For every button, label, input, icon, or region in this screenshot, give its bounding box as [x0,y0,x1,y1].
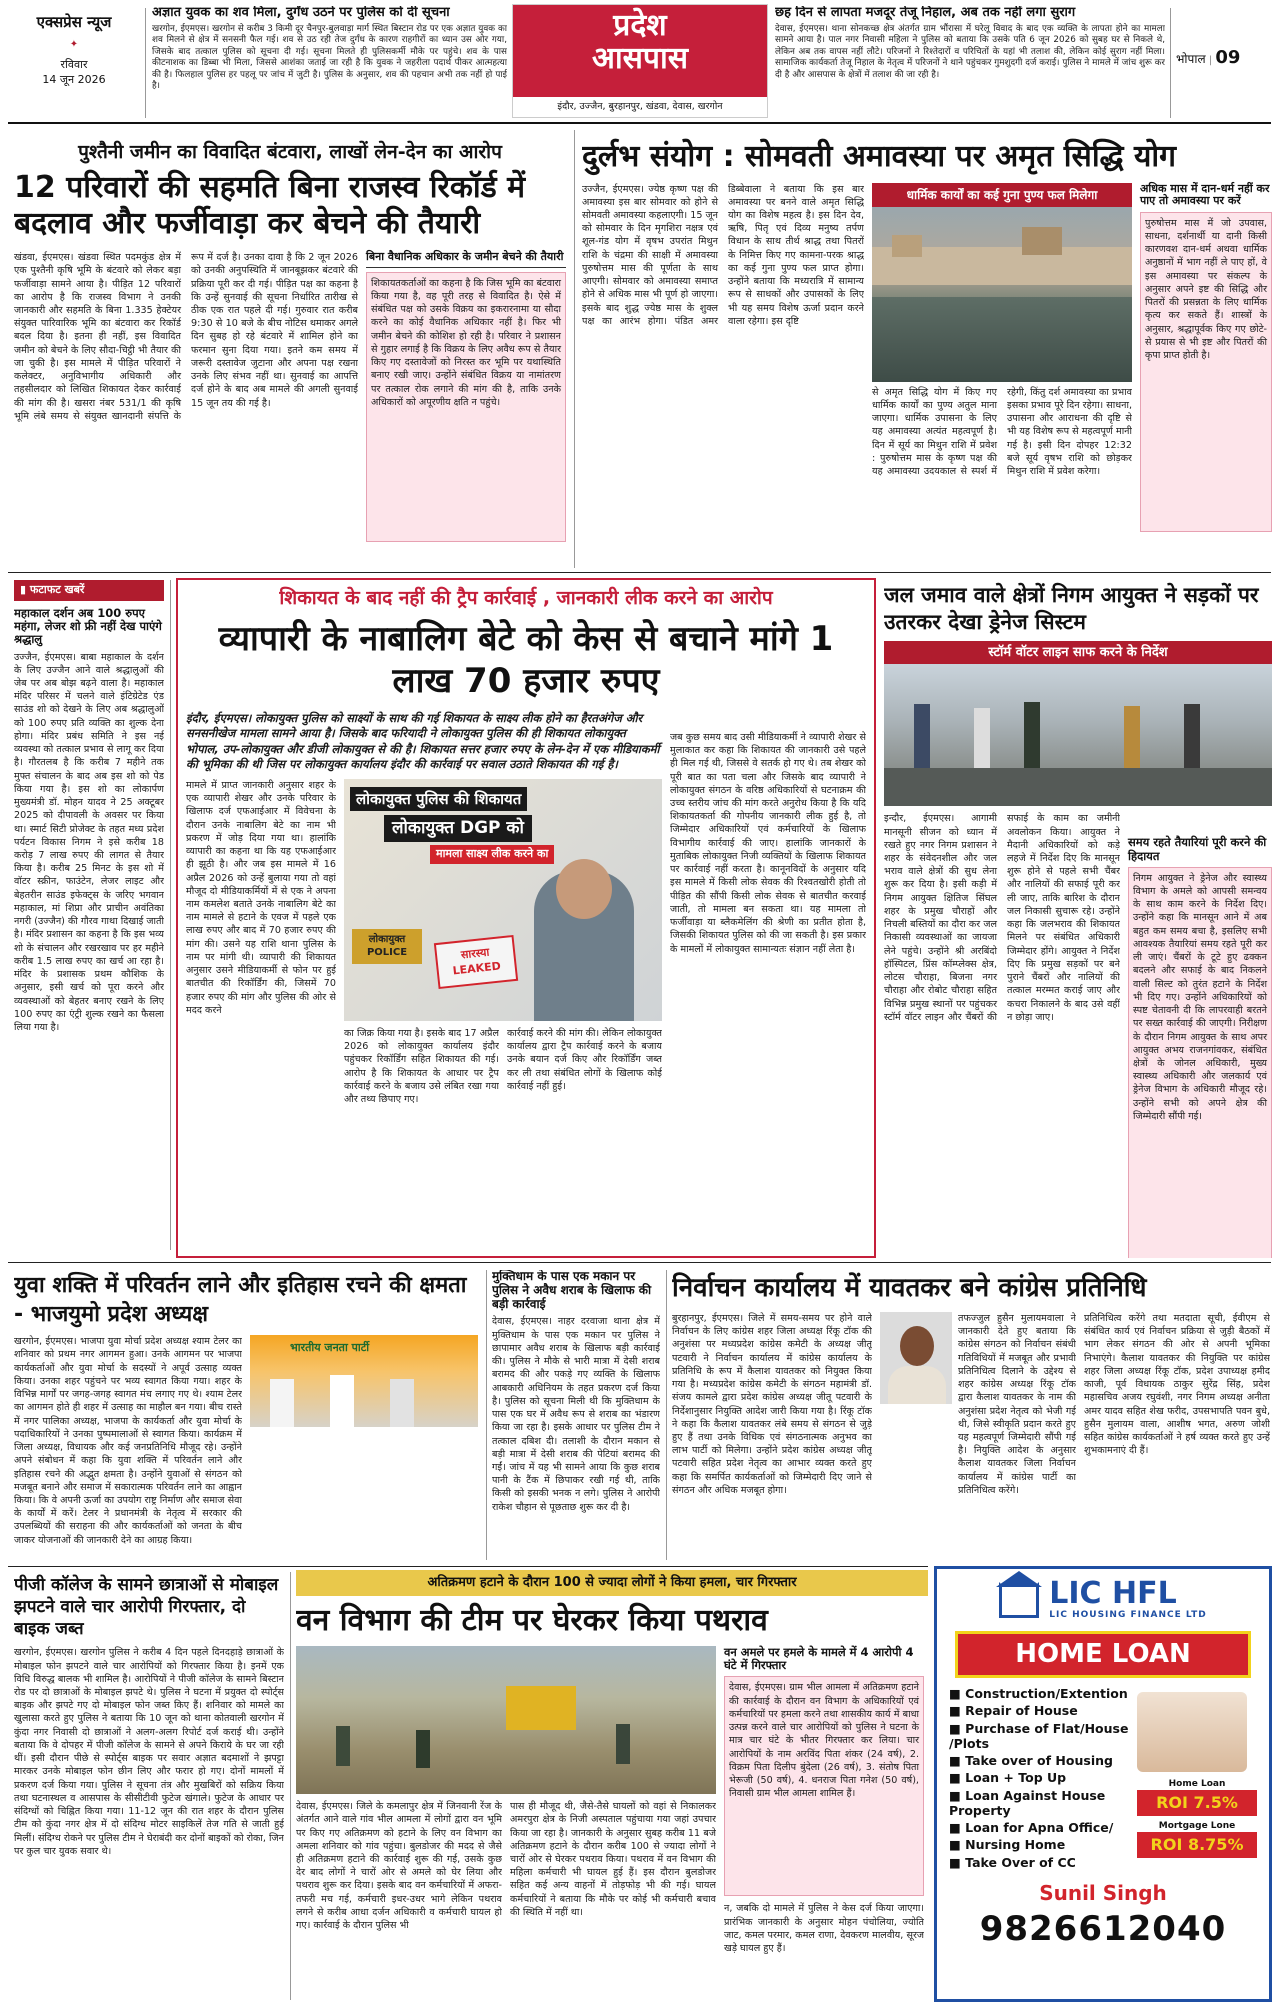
top-left-headline: अज्ञात युवक का शव मिला, दुर्गंध उठने पर पुलिस को दी सूचना [152,6,450,20]
graphic-badge: लोकायुक्त POLICE [352,929,422,964]
drainage-subhead: स्टॉर्म वॉटर लाइन साफ करने के निर्देश [884,641,1272,665]
graphic-line2: लोकायुक्त DGP को [384,815,532,842]
amavasya-sidebox [1140,183,1272,564]
chain-headline: पीजी कॉलेज के सामने छात्राओं से मोबाइल झपटने वाले चार आरोपी गिरफ्तार, दो बाइक जब्त [14,1575,279,1640]
fatafat [14,580,164,1260]
story-congress [672,1270,1272,1562]
amavasya-headline: दुर्लभ संयोग : सोमवती अमावस्या पर अमृत सिद्धि योग [582,139,1177,174]
forest-headline: वन विभाग की टीम पर घेरकर किया पथराव [296,1602,768,1638]
bjym-banner: भारतीय जनता पार्टी [290,1341,370,1355]
rate2-label: Mortgage Lone [1158,1820,1236,1831]
graphic-leaked: सारस्या LEAKED [434,935,518,989]
drainage-sidebox [1128,812,1272,1258]
ad-item: ■ Loan + Top Up [949,1770,1067,1786]
land-body: खंडवा, ईएमएस। खंडवा स्थित पदमकुंड क्षेत्र में एक पुश्तैनी कृषि भूमि के बंटवारे को लेकर बड़ा फर्जीवाड़ा सामने आया है। पीड़ित 12 परिवारों का आरोप है कि राजस्व विभाग ने उनकी जानकारी और सहमति के बिना 1.335 हेक्टेयर संयुक्त पारिवारिक भूमि का बंटवारा कर रिकॉर्ड बदल दिया है। इतना ही नहीं, इस विवादित जमीन को बेचने के लिए सौदा-चिट्ठी भी तैयार की जा चुकी है। इस मामले में पीड़ित परिवारों ने कलेक्टर, अनुविभागीय अधिकारी और तहसीलदार को लिखित शिकायत देकर कार्रवाई की मांग की है। खसरा नंबर 531/1 की कृषि भूमि लंबे समय से संयुक्त खानदानी संपत्ति के रूप में दर्ज है। उनका दावा है कि 2 जून 2026 को उनकी अनुपस्थिति में जानबूझकर बंटवारे की प्रक्रिया पूरी कर दी गई। पीड़ित पक्ष का कहना है कि उन्हें सुनवाई की सूचना निर्धारित तारीख से ठीक एक रात पहले दी गई। गुरुवार रात करीब 9:30 से 10 बजे के बीच नोटिस थमाकर अगले दिन सुबह हो रहे बंटवारे में शामिल होने का फरमान सुना दिया गया। इतने कम समय में जरूरी दस्तावेज जुटाना और अपना पक्ष रखना उनके लिए संभव नहीं था। सुनवाई का आपत्ति दर्ज होने के बाद अब मामले की अगली सुनवाई 15 जून तय की गई है। [14,252,358,422]
lokayukta-headline: व्यापारी के नाबालिग बेटे को केस से बचाने मांगे 1 लाख 70 हजार रुपए [218,618,834,702]
date: 14 जून 2026 [42,72,106,86]
masthead-right: भोपाल | 09 [1176,47,1241,68]
land-sidebox-title: बिना वैधानिक अधिकार के जमीन बेचने की तैयारी [366,251,566,268]
ad-list [937,1686,1137,1872]
yavatkar-photo [880,1312,952,1404]
section-line1: प्रदेश [613,8,667,43]
lic-house-icon [999,1582,1039,1618]
story-land [14,128,566,568]
ad-item: ■ Construction/Extention [949,1686,1128,1702]
story-forest [296,1570,928,2002]
rate1: ROI 7.5% [1137,1790,1257,1816]
congress-body-left: बुरहानपुर, ईएमएस। जिले में समय-समय पर होने वाले निर्वाचन के लिए कांग्रेस शहर जिला अध्यक्ष रिंकू टॉक की अनुशंसा पर मध्यप्रदेश कांग्रेस कमेटी के अध्यक्ष जीतू पटवारी ने निर्वाचन कार्यालय में कांग्रेस कार्यालय के प्रतिनिधि के रूप में कैलाश यावतकर को नियुक्त किया गया है। मध्यप्रदेश कांग्रेस कमेटी के संगठन महामंत्री डॉ. संजय कामले द्वारा प्रदेश कांग्रेस अध्यक्ष जीतू पटवारी के निर्देशानुसार नियुक्ति आदेश जारी किया गया है। रिंकू टॉक ने कहा कि कैलाश यावतकर लंबे समय से संगठन से जुड़े हुए हैं तथा उनके विधिक एवं संगठनात्मक अनुभव का लाभ पार्टी को मिलेगा। उन्होंने प्रदेश कांग्रेस अध्यक्ष जीतू पटवारी सहित प्रदेश नेतृत्व का आभार व्यक्त करते हुए कहा कि समर्पित कार्यकर्ताओं को जिम्मेदारी दिए जाने से संगठन और अधिक मजबूत होगा। [672,1312,872,1496]
top-right-headline: छह दिन से लापता मजदूर तेजू निहाल, अब तक नहीं लगा सुराग [775,6,1076,20]
land-sidebox-body: शिकायतकर्ताओं का कहना है कि जिस भूमि का बंटवारा किया गया है, वह पूरी तरह से विवादित है। ऐसे में संबंधित पक्ष को उसके विक्रय का इकरारनामा या सौदा करने का कोई वैधानिक अधिकार नहीं है। फिर भी जमीन बेचने की कोशिश हो रही है। परिवार ने प्रशासन से गुहार लगाई है कि विक्रय के लिए अवैध रूप से तैयार किए गए दस्तावेजों को निरस्त कर भूमि पर यथास्थिति बनाए रखी जाए। उन्होंने संबंधित विक्रय या नामांतरण पर तत्काल रोक लगाने की मांग की है, ताकि उनके अधिकारों को अपूरणीय क्षति न पहुंचे। [366,272,566,542]
forest-body-mid: पास ही मौजूद थी, जैसे-तैसे घायलों को वहां से निकालकर अमरपुरा क्षेत्र के निजी अस्पताल पहुंचाया गया जहां उपचार किया जा रहा है। जानकारी के अनुसार सुबह करीब 11 बजे अतिक्रमण हटाने के दौरान करीब 100 से ज्यादा लोगों ने चारों ओर से घेरकर पथराव किया। पथराव में वन विभाग की महिला कर्मचारी भी घायल हुई हैं। इस दौरान बुलडोजर सहित कई अन्य वाहनों में तोड़फोड़ भी की गई। घायल कर्मचारियों ने बताया कि मौके पर कोई भी कर्मचारी बचाव की स्थिति में नहीं था। [510,1801,716,1918]
amavasya-sidebox-title: अधिक मास में दान-धर्म नहीं कर पाए तो अमावस्या पर करें [1140,181,1270,208]
liquor-body: देवास, ईएमएस। नाहर दरवाजा थाना क्षेत्र में मुक्तिधाम के पास एक मकान पर पुलिस ने छापामार अवैध शराब के खिलाफ बड़ी कार्रवाई की। पुलिस ने मौके से भारी मात्रा में देसी शराब बरामद की और पकड़े गए व्यक्ति के खिलाफ आबकारी अधिनियम के तहत प्रकरण दर्ज किया है। पुलिस को सूचना मिली थी कि मुक्तिधाम के पास एक घर में अवैध रूप से शराब का भंडारण किया जा रहा है। इसके आधार पर पुलिस टीम ने तत्काल दबिश दी। तलाशी के दौरान मकान से बड़ी मात्रा में देसी शराब की पेटियां बरामद की गईं। जांच में यह भी सामने आया कि कुछ शराब पानी के टैंक में छिपाकर रखी गई थी, ताकि किसी को इसकी भनक न लगे। पुलिस ने आरोपी राकेश चौहान से पूछताछ शुरू कर दी है। [492,1316,660,1513]
chain-body: खरगोन, ईएमएस। खरगोन पुलिस ने करीब 4 दिन पहले दिनदहाड़े छात्राओं के मोबाइल फोन झपटने वाले चार आरोपियों को गिरफ्तार किया है। इनमें एक विधि विरुद्ध बालक भी शामिल है। आरोपियों ने पीजी कॉलेज के सामने बिस्टान रोड पर दो छात्राओं के मोबाइल झपटे थे। पुलिस ने घटना में प्रयुक्त दो स्पोर्ट्स बाइक और झपटे गए दो मोबाइल फोन जब्त किए हैं। शनिवार को मामले का खुलासा करते हुए पुलिस ने बताया कि 10 जून को थाना कोतवाली खरगोन में कुंदा नगर निवासी दो छात्राओं ने अलग-अलग रिपोर्ट दर्ज कराई थी। उन्होंने बताया कि वे दोपहर में पीजी कॉलेज के सामने से अपने किराये के घर जा रही थीं। इसी दौरान पीछे से स्पोर्ट्स बाइक पर सवार अज्ञात बदमाशों ने झपट्टा मारकर उनके मोबाइल फोन छीन लिए और फरार हो गए। दोनों मामलों में प्रकरण दर्ज किया गया। पुलिस ने सूचना तंत्र और मुखबिरों को सक्रिय किया तथा घटनास्थल व आसपास के सीसीटीवी फुटेज खंगाले। फुटेज के आधार पर संदिग्धों को चिह्नित किया गया। 11-12 जून की रात शहर के दौरान पुलिस टीम को कुंदा नगर क्षेत्र में दो संदिग्ध मोटर साइकिलें तेज गति से जाती हुई मिलीं। संदिग्ध रोकने पर पुलिस टीम ने घेराबंदी कर दोनों बाइकों को रोका, जिन पर कुल चार युवक सवार थे। [14,1647,284,1857]
congress-body-right: प्रतिनिधित्व करेंगे तथा मतदाता सूची, ईवीएम से संबंधित कार्य एवं निर्वाचन प्रक्रिया से जुड़ी बैठकों में भाग लेकर संगठन की ओर से अपनी भूमिका निभाएंगे। कैलाश यावतकर की नियुक्ति पर कांग्रेस शहर जिला अध्यक्ष रिंकू टॉक, प्रदेश उपाध्यक्ष हमीद काजी, पूर्व विधायक ठाकुर सुरेंद्र सिंह, प्रदेश महासचिव अजय रघुवंशी, नगर निगम अध्यक्ष अनीता अमर यादव सहित शेख फरीद, उपसभापति पवन बुधे, हुसैन मुलायम वाला, आशीष भगत, अरुण जोशी सहित कांग्रेस कार्यकर्ताओं ने हर्ष व्यक्त करते हुए उन्हें शुभकामनाएं दी हैं। [1084,1312,1270,1457]
top-left-body: खरगोन, ईएमएस। खरगोन से करीब 3 किमी दूर चैनपुर-बुलवाड़ा मार्ग स्थित बिस्टान रोड पर एक अज्ञात युवक का शव मिलने से क्षेत्र में सनसनी फैल गई। शव से उठ रही तेज दुर्गंध के कारण राहगीरों का ध्यान उस ओर गया, जिसके बाद तत्काल पुलिस को सूचना दी गई। सूचना मिलते ही पुलिसकर्मी मौके पर पहुंचे। शव के पास कीटनाशक का डिब्बा भी मिला, जिससे आशंका जताई जा रही है कि युवक ने जहरीला पदार्थ पीकर आत्महत्या की है। फिलहाल पुलिस हर पहलू पर जांच में जुटी है। पुलिस के अनुसार, शव की पहचान अभी तक नहीं हो पाई है। [152,23,507,92]
lokayukta-body-mid: का जिक्र किया गया है। इसके बाद 17 अप्रैल 2026 को लोकायुक्त कार्यालय इंदौर पहुंचकर रिकॉर्डिंग सहित शिकायत की गई। आरोप है कि शिकायत के आधार पर ट्रैप कार्रवाई करने के बजाय उसे लंबित रखा गया और तथ्य छिपाए गए। [344,1027,499,1106]
amavasya-body-left: उज्जैन, ईएमएस। ज्येष्ठ कृष्ण पक्ष की अमावस्या इस बार सोमवार को होने से सोमवती अमावस्या कहलाएगी। 15 जून को सोमवार के दिन मृगशिरा नक्षत्र एवं शूल-गंड योग में वृषभ उपरांत मिथुन राशि के चंद्रमा की साक्षी में अमावस्या पुरुषोत्तम मास की पूर्णता के साथ आएगी। सोमवार को अमावस्या समाप्त होने से अधिक मास भी पूर्ण हो जाएगा। इसके बाद शुद्ध ज्येष्ठ मास के शुक्ल पक्ष का आरंभ होगा। पंडित अमर डिब्बेवाला ने बताया कि इस बार अमावस्या पर बनने वाले अमृत सिद्धि योग का विशेष महत्व है। इस दिन देव, ऋषि, पितृ एवं दिव्य मनुष्य तर्पण विधान के साथ तीर्थ श्राद्ध तथा पितरों के निमित्त किए गए कामना-परक श्राद्ध का कई गुना पुण्य फल प्राप्त होगा। उन्होंने बताया कि मध्यरात्रि में सामान्य रूप से साधकों और उपासकों के लिए भी यह समय विशेष ऊर्जा प्रदान करने वाला रहेगा। इस दृष्टि [582,183,864,327]
lokayukta-graphic [344,779,662,1021]
forest-kicker: अतिक्रमण हटाने के दौरान 100 से ज्यादा लोगों ने किया हमला, चार गिरफ्तार [296,1570,928,1596]
story-liquor [492,1270,660,1562]
amavasya-sidebox-body: पुरुषोत्तम मास में जो उपवास, साधना, दर्शनार्थी या दानी किसी कारणवश दान-धर्म अथवा धार्मिक अनुष्ठानों में भाग नहीं ले पाए हों, वे इस अमावस्या पर संकल्प के अनुसार अपने इष्ट की सिद्धि और पितरों की प्रसन्नता के लिए धार्मिक कृत्य कर सकते हैं। शास्त्रों के अनुसार, श्रद्धापूर्वक किए गए छोटे-से प्रयास से भी इष्ट और पितरों की कृपा प्राप्त होती है। [1140,212,1272,532]
lokayukta-body-right: जब कुछ समय बाद उसी मीडियाकर्मी ने व्यापारी शेखर से मुलाकात कर कहा कि शिकायत की जानकारी उसे पहले ही मिल गई थी, जिससे वे सतर्क हो गए थे। तब शेखर को पूरी बात का पता चला और जिसके बाद व्यापारी ने लोकायुक्त संगठन के वरिष्ठ अधिकारियों से घटनाक्रम की उच्च स्तरीय जांच की मांग करते अनुरोध किया है कि यदि शिकायतकर्ता की गोपनीय जानकारी लीक हुई है, तो जिम्मेदार अधिकारियों एवं कर्मचारियों के खिलाफ विभागीय कार्रवाई की जाए। हालांकि जानकारों के मुताबिक लोकायुक्त निजी व्यक्तियों के खिलाफ शिकायत पर कार्रवाई नहीं करता है। कानूनविदों के अनुसार यदि इस मामले में किसी लोक सेवक की रिश्वतखोरी होती तो पीड़ित की सौंपी किसी लोक सेवक से बातचीत करवाई जाती, तो मामला बन सकता था। यह मामला तो फर्जीवाड़ा या ब्लैकमेलिंग की श्रेणी का प्रतीत होता है, जिसकी शिकायत पुलिस को की जा सकती है। इस प्रकार के मामलों में लोकायुक्त सामान्यतः संज्ञान नहीं लेता है। [670,731,866,955]
bjym-body: खरगोन, ईएमएस। भाजपा युवा मोर्चा प्रदेश अध्यक्ष श्याम टेलर का शनिवार को प्रथम नगर आगमन हुआ। उनके आगमन पर भाजपा कार्यकर्ताओं और युवा मोर्चा के सदस्यों ने अपूर्व उत्साह व्यक्त किया। उनका शहर पहुंचने पर भव्य स्वागत किया गया। शहर के विभिन्न मार्गों पर जगह-जगह स्वागत मंच लगाए गए थे। श्याम टेलर का आगमन होते ही शहर में उत्साह का माहौल बन गया। बीच रास्ते में नगर पालिका अध्यक्ष, भाजपा के कार्यकर्ता और युवा मोर्चा के पदाधिकारियों ने उनका पुष्पमालाओं से स्वागत किया। कार्यक्रम में जिला अध्यक्ष, विधायक और कई जनप्रतिनिधि मौजूद रहे। उन्होंने अपने संबोधन में कहा कि युवा शक्ति में परिवर्तन लाने और इतिहास रचने की अद्भुत क्षमता है। उन्होंने युवाओं से संगठन को मजबूत बनाने और समाज में सकारात्मक परिवर्तन लाने का आह्वान किया। कि वे अपनी ऊर्जा का उपयोग राष्ट्र निर्माण और समाज सेवा के कार्यों में करें। टेलर ने प्रधानमंत्री के नेतृत्व में सरकार की उपलब्धियों की सराहना की और कार्यकर्ताओं को जनता के बीच जाकर योजनाओं की जानकारी देने का आग्रह किया। [14,1336,242,1546]
drainage-photo [884,664,1272,806]
ghat-photo [872,207,1132,382]
ad-item: ■ Nursing Home [949,1837,1066,1853]
ad-item: ■ Loan Against House Property [949,1787,1106,1818]
fatafat-headline: महाकाल दर्शन अब 100 रुपए महंगा, लेजर शो फ्री नहीं देख पाएंगे श्रद्धालु [14,605,162,647]
officer-head [556,859,612,919]
lokayukta-body-mid2: कार्रवाई करने की मांग की। लेकिन लोकायुक्त कार्यालय द्वारा ट्रैप कार्रवाई करने के बजाय उनके बयान दर्ज किए और रिकॉर्डिंग जब्त कर ली तथा संबंधित लोगों के खिलाफ कोई कार्रवाई नहीं हुई। [507,1027,662,1092]
day: रविवार [60,57,88,71]
section-box [512,4,768,118]
paper-name: एक्सप्रेस न्यूज [36,13,112,31]
rate2: ROI 8.75% [1137,1832,1257,1858]
lokayukta-kicker: शिकायत के बाद नहीं की ट्रैप कार्रवाई , जानकारी लीक करने का आरोप [279,587,773,609]
ad-phone[interactable]: 9826612040 [979,1908,1227,1949]
lic-hfl-ad[interactable] [934,1566,1272,2002]
rate1-label: Home Loan [1168,1779,1226,1790]
section-line2: आसपास [591,41,689,76]
story-amavasya [582,128,1272,568]
fatafat-body: उज्जैन, ईएमएस। बाबा महाकाल के दर्शन के लिए उज्जैन आने वाले श्रद्धालुओं की जेब पर अब बोझ बढ़ने वाला है। महाकाल मंदिर परिसर में चलने वाले इंटिग्रेटेड एंड साउंड शो को देखने के लिए अब श्रद्धालुओं को 100 रुपए प्रति व्यक्ति का शुल्क देना होगा। मंदिर प्रबंध समिति ने इस नई व्यवस्था को तत्काल प्रभाव से लागू कर दिया है। गौरतलब है कि करीब 7 महीने तक मुफ्त संचालन के बाद अब इस शो को पेड किया गया है। इस शो का लोकार्पण मुख्यमंत्री डॉ. मोहन यादव ने 25 अक्टूबर 2025 को दीपावली के अवसर पर किया था। स्मार्ट सिटी प्रोजेक्ट के तहत मध्य प्रदेश पर्यटन विकास निगम ने इसे करीब 18 करोड़ 7 लाख रुपए की लागत से तैयार किया है। करीब 25 मिनट के इस शो में वॉटर स्क्रीन, फाउंटेन, लेजर लाइट और बेहतरीन साउंड इफेक्ट्स के जरिए भगवान महाकाल, मां शिप्रा और प्राचीन अवंतिका नगरी (उज्जैन) की गौरव गाथा दिखाई जाती है। मंदिर प्रशासन का कहना है कि इस भव्य शो के संचालन और रखरखाव पर हर महीने करीब 1.5 लाख रुपए का खर्च आ रहा है। मंदिर के प्रशासक प्रथम कौशिक के अनुसार, इसी खर्च को पूरा करने और व्यवस्थाओं को बेहतर बनाए रखने के लिए 100 रुपए का एंट्री शुल्क रखने का फैसला लिया गया है। [14,651,164,1034]
story-bjym [14,1270,479,1562]
lokayukta-body-left: मामले में प्राप्त जानकारी अनुसार शहर के एक व्यापारी शेखर और उनके परिवार के खिलाफ दर्ज एफआईआर में विवेचना के दौरान उनके नाबालिग बेटे का नाम भी प्रकरण में जोड़ दिया गया था। हालांकि व्यापारी का कहना था कि यह एफआईआर ही झूठी है। और जब इस मामले में 16 अप्रैल 2026 को उन्हें बुलाया गया तो वहां मौजूद दो मीडियाकर्मियों में से एक ने अपना नाम कमलेश बताते उनके नाबालिग बेटे का नाम मामले से हटाने के एवज में पहले एक लाख रुपए और बाद में 70 हजार रुपए की मांग की। उसने यह राशि थाना पुलिस के नाम पर मांगी थी। व्यापारी की शिकायत अनुसार उसने मीडियाकर्मी से फोन पर हुई बातचीत की रिकॉर्डिंग की, जिसमें 70 हजार रुपए की मांग और पुलिस की ओर से मदद करने [186,779,336,1016]
dot-icon: ✦ [69,39,79,51]
top-right-body: देवास, ईएमएस। थाना सोनकच्छ क्षेत्र अंतर्गत ग्राम भौंरासा में घरेलू विवाद के बाद एक व्यक्ति के लापता होने का मामला सामने आया है। पाल नगर निवासी महिला ने पुलिस को बताया कि उसके पति 6 जून 2026 को सुबह घर से निकले थे, लेकिन अब तक वापस नहीं लौटे। परिजनों ने रिश्तेदारों व परिचितों के यहां भी तलाश की, लेकिन कोई सुराग नहीं मिला। सामाजिक कार्यकर्ता तेजू निहाल के नेतृत्व में परिजनों ने थाने पहुंचकर गुमशुदगी दर्ज कराई। पुलिस ने मामले में जांच शुरू कर दी है और आसपास के क्षेत्रों में तलाश की जा रही है। [775,23,1165,80]
drainage-body: इन्दौर, ईएमएस। आगामी मानसूनी सीजन को ध्यान में रखते हुए नगर निगम प्रशासन ने शहर के संवेदनशील और जल भराव वाले क्षेत्रों की सुध लेना शुरू कर दिया है। इसी कड़ी में निगम आयुक्त क्षितिज सिंघल शहर के प्रमुख चौराहों और निचली बस्तियों का दौरा कर जल निकासी व्यवस्थाओं का जायजा लेने पहुंचे। उन्होंने श्री अरबिंदो हॉस्पिटल, प्रिंस कॉम्प्लेक्स क्षेत्र, लोटस चौराहा, बिजना नगर चौराहा और रोबोट चौराहा सहित विभिन्न प्रमुख स्थानों पर पहुंचकर स्टॉर्म वॉटर लाइन और चैंबरों की सफाई के काम का जमीनी अवलोकन किया। आयुक्त ने मैदानी अधिकारियों को कड़े लहजे में निर्देश दिए कि मानसून शुरू होने से पहले सभी चैंबर और नालियों की सफाई पूरी कर ली जाए, ताकि बारिश के दौरान जल निकासी सुचारू रहे। उन्होंने कहा कि जलभराव की शिकायत मिलने पर संबंधित अधिकारी जिम्मेदार होंगे। आयुक्त ने निर्देश दिए कि प्रमुख सड़कों पर बने पुराने चैंबरों और नालियों की तत्काल मरम्मत कराई जाए और कचरा निकालने के बाद उसे वहीं न छोड़ा जाए। [884,813,1120,1023]
flash-icon: ▮ [20,583,30,596]
top-left-story [152,6,507,118]
story-chain [14,1572,284,2002]
ad-brand: LIC HFL [1049,1576,1177,1611]
drainage-sidebox-title: समय रहते तैयारियां पूरी करने की हिदायत [1128,835,1267,863]
lokayukta-intro: इंदौर, ईएमएस। लोकायुक्त पुलिस को साक्ष्यों के साथ की गई शिकायत के साक्ष्य लीक होने का हैरतअंगेज और सनसनीखेज मामला सामने आया है। जिसके बाद फरियादी ने लोकायुक्त पुलिस की ही शिकायत लोकायुक्त भोपाल, उप-लोकायुक्त और डीजी लोकायुक्त से की है। शिकायत सत्तर हजार रुपए के लेन-देन में एक मीडियाकर्मी की भूमिका की थी जिस पर लोकायुक्त कार्यालय इंदौर की कार्रवाई पर सवाल उठाते शिकायत की गई है। [186,710,660,772]
land-sidebox [366,251,566,561]
bjym-headline: युवा शक्ति में परिवर्तन लाने और इतिहास रचने की क्षमता - भाजयुमो प्रदेश अध्यक्ष [14,1273,467,1327]
ad-item: ■ Loan for Apna Office/ [949,1820,1114,1836]
amavasya-body-right: से अमृत सिद्धि योग में किए गए धार्मिक कार्यों का पुण्य अतुल माना जाएगा। धार्मिक उपासना के लिए यह अमावस्या अत्यंत महत्वपूर्ण है। दिन में सूर्य का मिथुन राशि में प्रवेश : पुरुषोत्तम मास के कृष्ण पक्ष की यह अमावस्या उदयकाल से स्पर्श में रहेगी, किंतु दर्श अमावस्या का प्रभाव इसका प्रभाव पूरे दिन रहेगा। साधना, उपासना और आराधना की दृष्टि से भी यह विशेष रूप से महत्वपूर्ण मानी गई है। इसी दिन दोपहर 12:32 बजे सूर्य वृषभ राशि को छोड़कर मिथुन राशि में प्रवेश करेगा। [872,386,1132,478]
congress-headline: निर्वाचन कार्यालय में यावतकर बने कांग्रेस प्रतिनिधि [672,1273,1147,1303]
bjym-photo [250,1335,478,1427]
drainage-headline: जल जमाव वाले क्षेत्रों निगम आयुक्त ने सड़कों पर उतरकर देखा ड्रेनेज सिस्टम [884,583,1259,634]
ad-item: ■ Take over of Housing [949,1753,1113,1769]
page-number: 09 [1215,47,1241,68]
ad-item: ■ Repair of House [949,1703,1078,1719]
story-drainage [884,578,1272,1258]
ad-item: ■ Purchase of Flat/House /Plots [949,1720,1129,1751]
ad-company: LIC HOUSING FINANCE LTD [1049,1610,1207,1620]
story-lokayukta [176,578,876,1258]
land-headline: 12 परिवारों की सहमति बिना राजस्व रिकॉर्ड में बदलाव और फर्जीवाड़ा कर बेचने की तैयारी [14,169,526,242]
forest-body-left: देवास, ईएमएस। जिले के कमलापुर क्षेत्र में जिनवानी रेंज के अंतर्गत आने वाले गांव भील आमला में लोगों द्वारा वन भूमि पर किए गए अतिक्रमण को हटाने के लिए वन विभाग का अमला शनिवार को गांव पहुंचा। बुलडोजर की मदद से जैसे ही अतिक्रमण हटाने की कार्रवाई शुरू की गई, उसके कुछ देर बाद लोगों ने चारों ओर से अमले को घेर लिया और पथराव शुरू कर दिया। इसके बाद वन कर्मचारियों में अफरा-तफरी मच गई, कर्मचारी इधर-उधर भागे लेकिन पथराव लगने से करीब आधा दर्जन अधिकारी व कर्मचारी घायल हो गए। कार्रवाई के दौरान पुलिस भी [296,1801,502,1932]
graphic-line1: लोकायुक्त पुलिस की शिकायत [350,787,527,811]
section-cities: इंदौर, उज्जैन, बुरहानपुर, खंडवा, देवास, खरगोन [557,101,723,112]
fatafat-label: ▮ फटाफट खबरें [14,580,164,601]
land-kicker: पुश्तैनी जमीन का विवादित बंटवारा, लाखों लेन-देन का आरोप [78,141,502,163]
section-title [513,5,767,97]
forest-body-right: न, जबकि दो मामले में पुलिस ने केस दर्ज किया जाएगा। प्रारंभिक जानकारी के अनुसार मोहन पंचोलिया, ज्योति जाट, कमल परमार, कमल राणा, देवकरण मालवीय, सूरज खड़े घायल हुए हैं। [724,1903,924,1955]
forest-photo [296,1646,716,1794]
ad-agent: Sunil Singh [1039,1880,1167,1905]
forest-sidebox-title: वन अमले पर हमले के मामले में 4 आरोपी 4 घंटे में गिरफ्तार [724,1645,914,1673]
top-right-story [775,6,1165,118]
drainage-sidebox-body: निगम आयुक्त ने ड्रेनेज और स्वास्थ्य विभाग के अमले को आपसी समन्वय के साथ काम करने के निर्देश दिए। उन्होंने कहा कि मानसून आने में अब बहुत कम समय बचा है, इसलिए सभी आवश्यक तैयारियां समय रहते पूरी कर ली जाएं। चैंबरों के टूटे हुए ढक्कन बदलने और सफाई के बाद निकलने वाली सिल्ट को तुरंत हटाने के निर्देश भी दिए गए। उन्होंने अधिकारियों को स्पष्ट चेतावनी दी कि लापरवाही बरतने पर सख्त कार्रवाई की जाएगी। निरीक्षण के दौरान निगम आयुक्त के साथ अपर आयुक्त अभय राजनगांवकर, संबंधित क्षेत्रों के जोनल अधिकारी, मुख्य स्वास्थ्य अधिकारी और जलकार्य एवं ड्रेनेज विभाग के अधिकारी मौजूद रहे। उन्होंने सभी को अपने क्षेत्र की जिम्मेदारी सौंपी गई। [1128,867,1272,1258]
graphic-line3: मामला साक्ष्य लीक करने का [430,845,554,864]
city: भोपाल [1176,52,1206,66]
liquor-headline: मुक्तिधाम के पास एक मकान पर पुलिस ने अवैध शराब के खिलाफ की बड़ी कार्रवाई [492,1270,652,1311]
masthead-left [8,6,140,118]
congress-body-mid: तफज्जुल हुसैन मुलायमवाला ने जानकारी देते हुए बताया कि कांग्रेस संगठन को निर्वाचन संबंधी गतिविधियों में मजबूत और प्रभावी प्रतिनिधित्व दिलाने के उद्देश्य से शहर कांग्रेस अध्यक्ष रिंकू टॉक द्वारा कैलाश यावतकर के नाम की अनुशंसा प्रदेश नेतृत्व को भेजी गई थी, जिसे स्वीकृति प्रदान करते हुए यह महत्वपूर्ण जिम्मेदारी सौंपी गई है। नियुक्ति आदेश के अनुसार कैलाश यावतकर जिला निर्वाचन कार्यालय में कांग्रेस पार्टी का प्रतिनिधित्व करेंगे। [958,1312,1076,1496]
amavasya-subhead: धार्मिक कार्यों का कई गुना पुण्य फल मिलेगा [872,183,1132,207]
ad-item: ■ Take Over of CC [949,1854,1076,1870]
forest-sidebox-body: देवास, ईएमएस। ग्राम भील आमला में अतिक्रमण हटाने की कार्रवाई के दौरान वन विभाग के अधिकारियों एवं कर्मचारियों पर हमला करने तथा शासकीय कार्य में बाधा उत्पन्न करने वाले चार आरोपियों को पुलिस ने घटना के मात्र चार घंटे के भीतर गिरफ्तार कर लिया। चार आरोपियों के नाम अरविंद पिता शंकर (24 वर्ष), 2. विक्रम पिता दिलीप बुंदेला (26 वर्ष), 3. संतोष पिता भेरूजी (50 वर्ष), 4. धनराज पिता गनेश (50 वर्ष), निवासी ग्राम भील आमला शामिल हैं। [724,1676,924,1896]
bjym-photo-spacer [250,1431,478,1547]
family-photo [1137,1692,1247,1772]
ad-tagline: HOME LOAN [955,1631,1251,1678]
